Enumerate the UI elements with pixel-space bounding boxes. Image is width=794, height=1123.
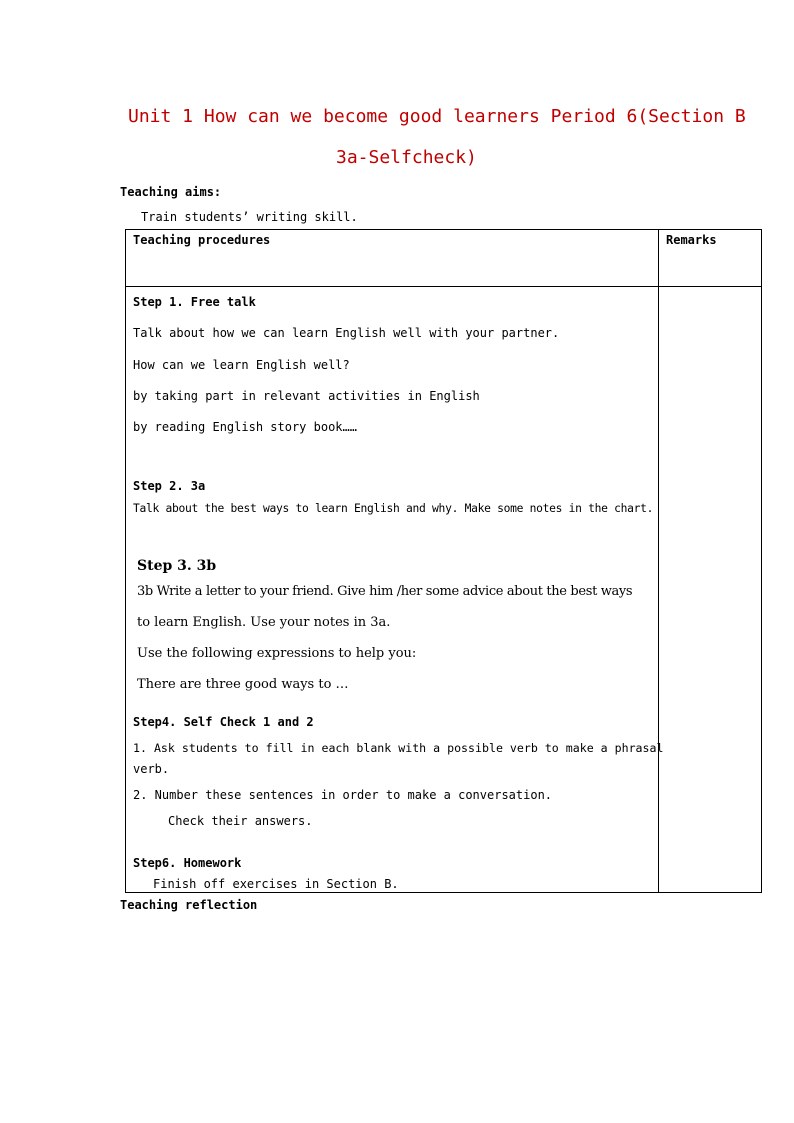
step2-line1: Talk about the best ways to learn English and why. Make some notes in the chart. [133, 502, 654, 515]
step4-item2: 2. Number these sentences in order to make a conversation. [133, 788, 553, 802]
step2-heading: Step 2. 3a [133, 479, 206, 493]
header-remarks: Remarks [666, 233, 717, 247]
step1-heading: Step 1. Free talk [133, 295, 256, 309]
step1-line3: by taking part in relevant activities in English [133, 389, 480, 403]
step3-line1: 3b Write a letter to your friend. Give him /her some advice about the best ways [137, 584, 633, 599]
step3-line4: There are three good ways to … [137, 677, 349, 692]
teaching-aims-text: Train students’ writing skill. [141, 210, 358, 224]
step3-heading: Step 3. 3b [137, 558, 217, 574]
step3-line2: to learn English. Use your notes in 3a. [137, 615, 391, 630]
step1-line1: Talk about how we can learn English well with your partner. [133, 326, 560, 340]
step4-item3: Check their answers. [168, 814, 313, 828]
header-teaching-procedures: Teaching procedures [133, 233, 271, 247]
step4-item1-line2: verb. [133, 762, 170, 776]
teaching-aims-label: Teaching aims: [120, 185, 222, 199]
step6-line1: Finish off exercises in Section B. [153, 877, 399, 891]
teaching-reflection-label: Teaching reflection [120, 898, 258, 912]
step6-heading: Step6. Homework [133, 856, 242, 870]
table-column-divider [658, 229, 659, 893]
document-title-line2: 3a-Selfcheck) [336, 147, 477, 168]
table-header-divider [125, 286, 762, 287]
step1-line2: How can we learn English well? [133, 358, 350, 372]
step4-heading: Step4. Self Check 1 and 2 [133, 715, 314, 729]
document-title-line1: Unit 1 How can we become good learners Period 6(Section B [128, 106, 746, 127]
step3-line3: Use the following expressions to help you: [137, 646, 417, 661]
step1-line4: by reading English story book…… [133, 420, 357, 434]
step4-item1-line1: 1. Ask students to fill in each blank with a possible verb to make a phrasal [133, 741, 664, 755]
